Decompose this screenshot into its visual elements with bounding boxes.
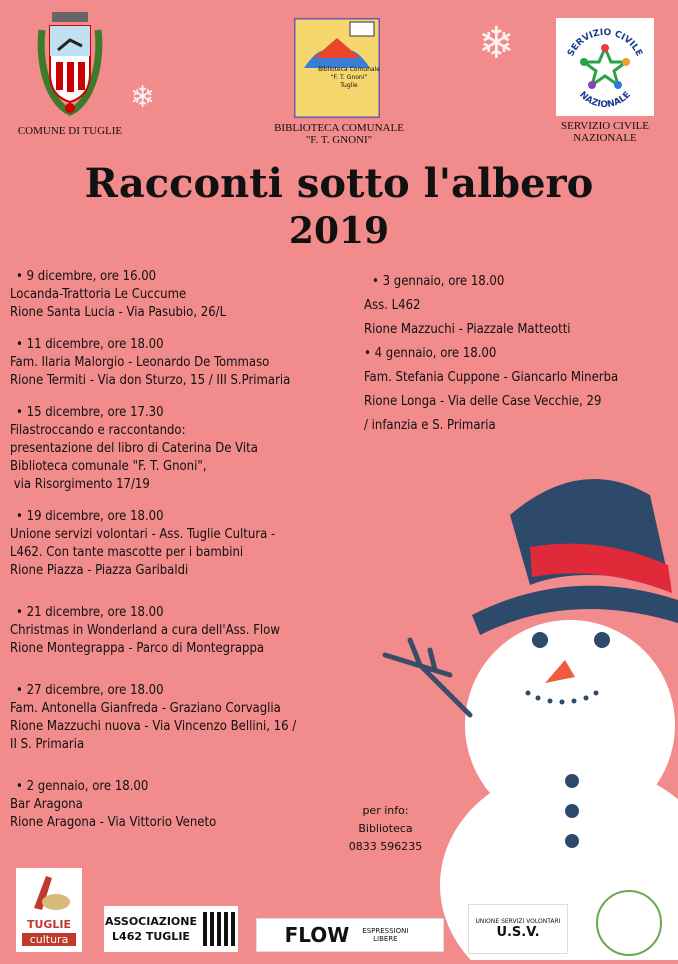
- event-line: / infanzia e S. Primaria: [364, 418, 496, 433]
- flow-subtitle: ESPRESSIONI LIBERE: [362, 927, 409, 943]
- event-line: Rione Aragona - Via Vittorio Veneto: [10, 815, 217, 830]
- tuglie-cultura-logo: [16, 868, 82, 952]
- page-title: Racconti sotto l'albero: [84, 160, 594, 207]
- biblioteca-logo-text: Biblioteca Comunale: [318, 66, 380, 73]
- snowman-illustration: [380, 455, 678, 960]
- event-line: Rione Piazza - Piazza Garibaldi: [10, 563, 189, 578]
- usv-arc-text: UNIONE SERVIZI VOLONTARI: [475, 918, 561, 925]
- info-phone: 0833 596235: [348, 840, 423, 853]
- event-item: [364, 270, 674, 342]
- snowflake-icon: ❄: [130, 80, 156, 115]
- event-item: [10, 404, 360, 494]
- event-date: • 27 dicembre, ore 18.00: [10, 682, 360, 700]
- event-line: Rione Mazzuchi nuova - Via Vincenzo Bellini, 16 /: [10, 719, 297, 734]
- event-line: L462. Con tante mascotte per i bambini: [10, 545, 244, 560]
- svg-text:SERVIZIO CIVILE: [566, 28, 644, 58]
- event-item: [10, 336, 360, 390]
- usv-text: U.S.V.: [496, 925, 540, 940]
- circle-logo: [596, 890, 662, 956]
- event-date: • 21 dicembre, ore 18.00: [10, 604, 360, 622]
- event-line: Rione Longa - Via delle Case Vecchie, 29: [364, 394, 602, 409]
- info-label: Biblioteca: [358, 822, 413, 835]
- event-line: II S. Primaria: [10, 737, 85, 752]
- event-item: [10, 508, 360, 580]
- event-date: • 2 gennaio, ore 18.00: [10, 778, 360, 796]
- event-line: Biblioteca comunale "F. T. Gnoni",: [10, 459, 207, 474]
- associazione-logo: [104, 906, 238, 952]
- servizio-logo-top: SERVIZIO CIVILE: [566, 27, 644, 59]
- assoc-text: ASSOCIAZIONE: [104, 915, 198, 928]
- event-line: Rione Mazzuchi - Piazzale Matteotti: [364, 322, 571, 337]
- info-label: per info:: [362, 804, 409, 817]
- biblioteca-logo-text: Tuglie: [340, 82, 358, 89]
- event-item: [364, 342, 674, 438]
- event-line: Bar Aragona: [10, 797, 83, 812]
- event-date: • 4 gennaio, ore 18.00: [364, 342, 674, 366]
- flow-logo: [256, 918, 444, 952]
- event-list-left: [10, 268, 360, 832]
- assoc-text: L462 TUGLIE: [112, 930, 190, 943]
- event-item: [10, 778, 360, 832]
- event-line: Christmas in Wonderland a cura dell'Ass. Flow: [10, 623, 280, 638]
- comune-caption: COMUNE DI TUGLIE: [17, 125, 123, 137]
- event-item: [10, 604, 360, 658]
- snowflake-icon: ❄: [478, 18, 515, 69]
- biblioteca-caption: BIBLIOTECA COMUNALE "F. T. GNONI": [274, 122, 404, 146]
- event-list-right: [364, 270, 674, 438]
- biblioteca-logo-text: "F. T. Gnoni": [330, 74, 368, 81]
- event-date: • 15 dicembre, ore 17.30: [10, 404, 360, 422]
- event-date: • 19 dicembre, ore 18.00: [10, 508, 360, 526]
- cultura-text: cultura: [22, 933, 76, 946]
- qr-code-icon: [203, 912, 237, 946]
- comune-logo: [28, 12, 112, 116]
- servizio-caption: SERVIZIO CIVILE NAZIONALE: [560, 120, 650, 144]
- event-line: Unione servizi volontari - Ass. Tuglie Cultura -: [10, 527, 276, 542]
- event-date: • 11 dicembre, ore 18.00: [10, 336, 360, 354]
- event-line: via Risorgimento 17/19: [10, 477, 150, 492]
- event-line: Fam. Ilaria Malorgio - Leonardo De Tommaso: [10, 355, 270, 370]
- event-date: • 3 gennaio, ore 18.00: [364, 270, 674, 294]
- flow-text: FLOW: [284, 923, 350, 947]
- event-line: Filastroccando e raccontando:: [10, 423, 186, 438]
- event-line: Fam. Stefania Cuppone - Giancarlo Minerba: [364, 370, 619, 385]
- usv-logo: [468, 904, 568, 954]
- event-line: Rione Santa Lucia - Via Pasubio, 26/L: [10, 305, 227, 320]
- svg-text:NAZIONALE: [577, 90, 633, 110]
- event-line: Ass. L462: [364, 298, 421, 313]
- tuglie-text: TUGLIE: [26, 918, 72, 931]
- event-line: Fam. Antonella Gianfreda - Graziano Corvaglia: [10, 701, 281, 716]
- page-year: 2019: [288, 210, 390, 252]
- event-line: Rione Termiti - Via don Sturzo, 15 / III S.Primaria: [10, 373, 291, 388]
- info-box: [338, 802, 433, 856]
- servizio-logo-bottom: NAZIONALE: [577, 89, 633, 111]
- event-line: Locanda-Trattoria Le Cuccume: [10, 287, 187, 302]
- event-item: [10, 682, 360, 754]
- event-line: Rione Montegrappa - Parco di Montegrappa: [10, 641, 265, 656]
- event-item: [10, 268, 360, 322]
- event-date: • 9 dicembre, ore 16.00: [10, 268, 360, 286]
- event-line: presentazione del libro di Caterina De Vita: [10, 441, 258, 456]
- servizio-civile-logo: [556, 18, 654, 116]
